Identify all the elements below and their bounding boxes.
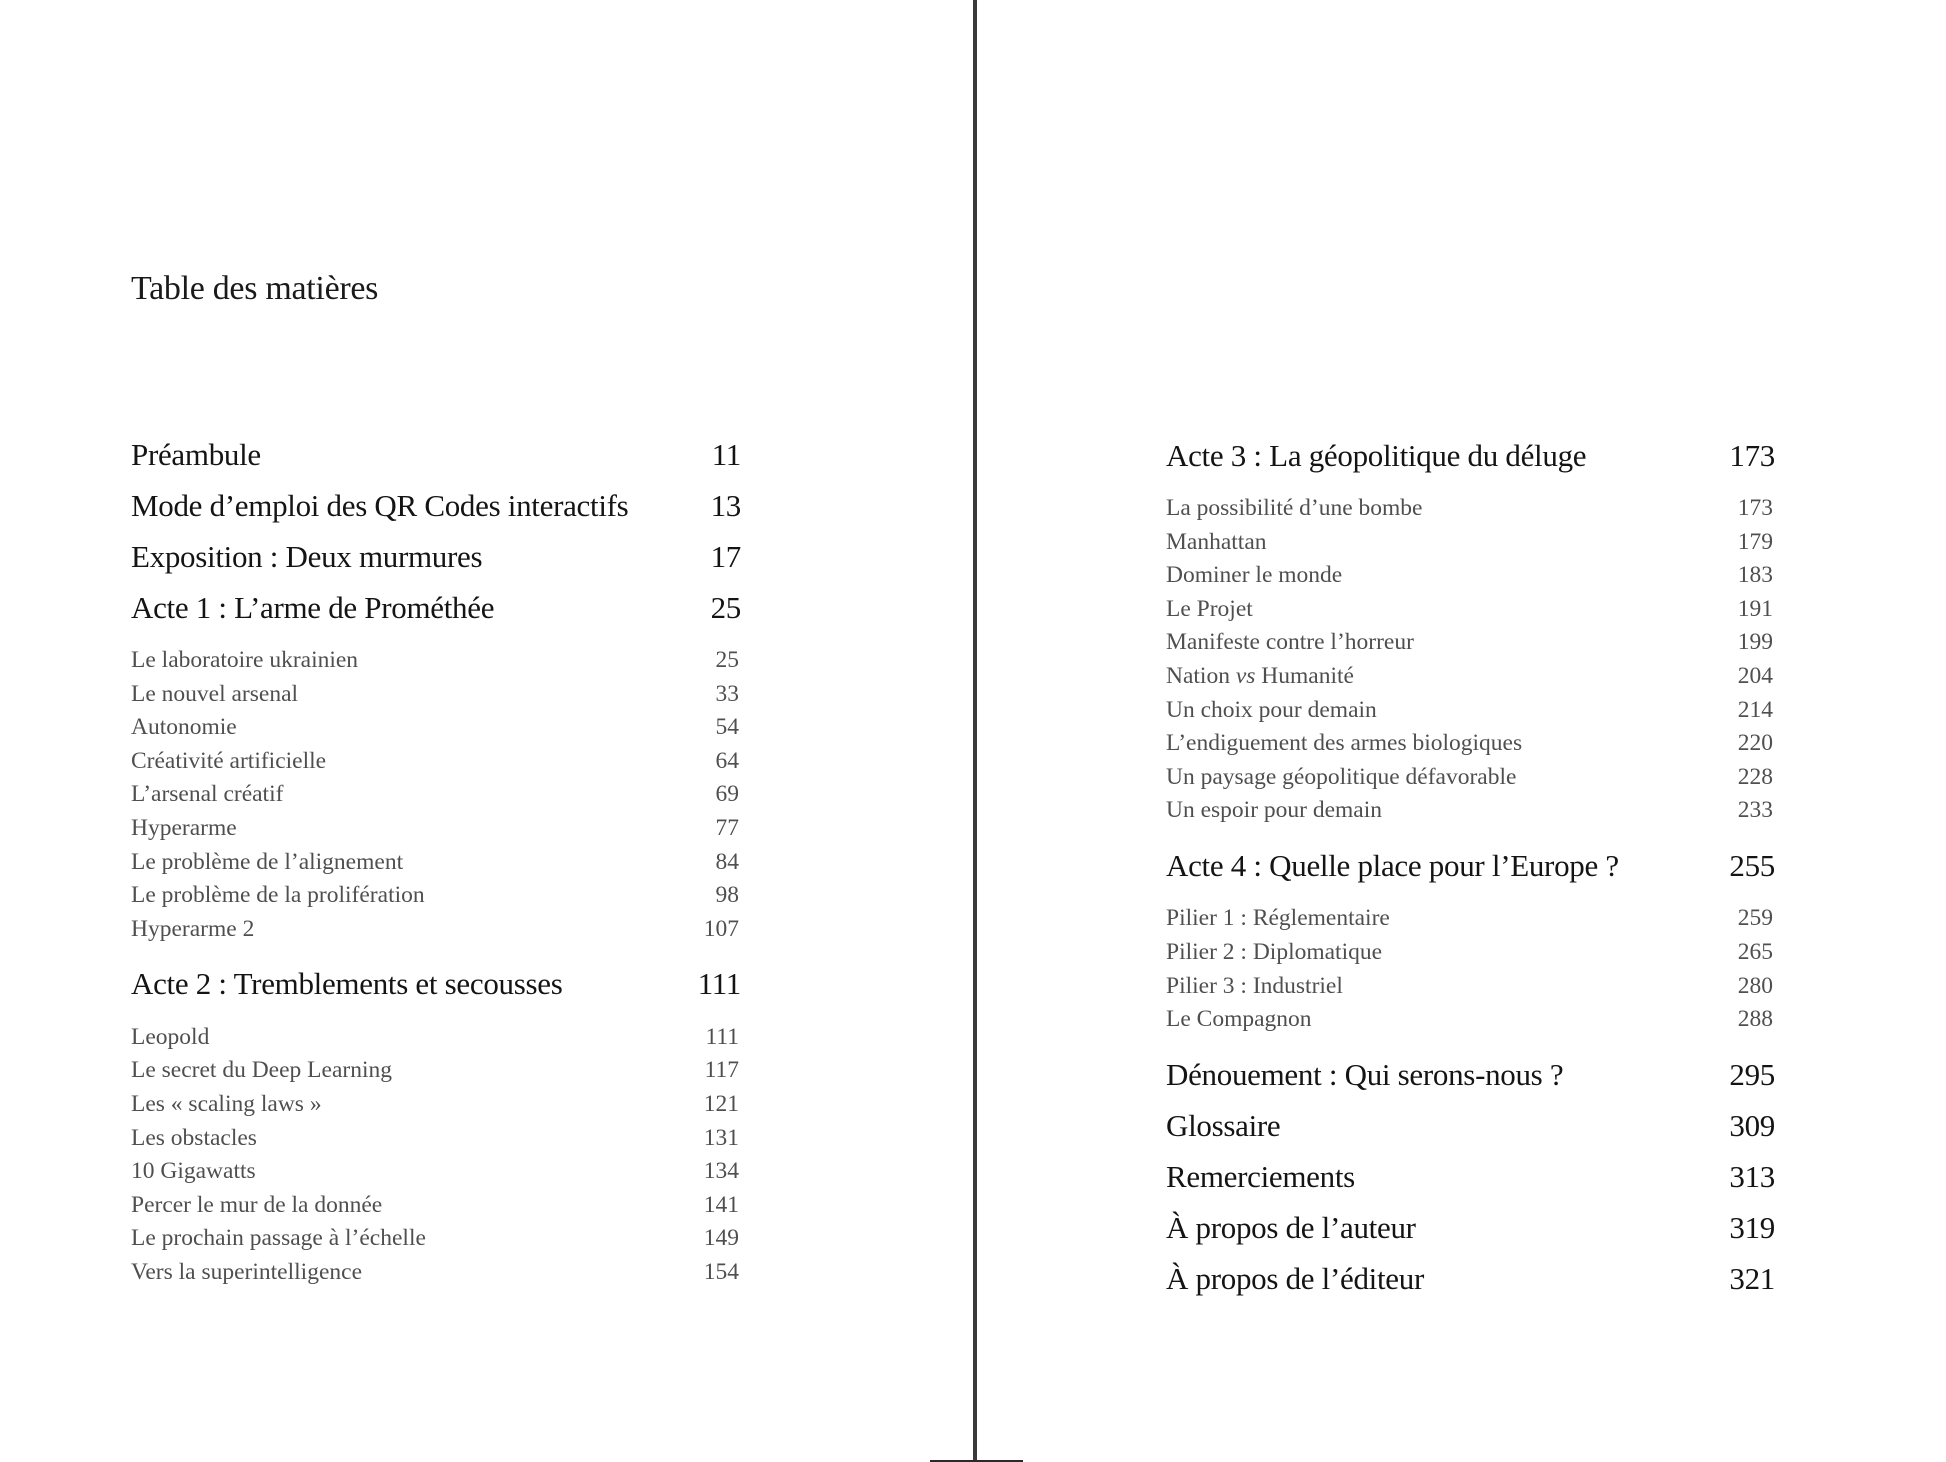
toc-entry-page-number: 107 — [703, 915, 739, 942]
toc-entry-title: Créativité artificielle — [131, 747, 327, 774]
toc-entry-page-number: 179 — [1737, 528, 1773, 555]
toc-section-entry — [131, 880, 741, 910]
toc-section-entry — [131, 813, 741, 843]
page-gutter-divider — [973, 0, 977, 1462]
toc-entry-page-number: 25 — [710, 589, 741, 625]
toc-entry-title: Manhattan — [1166, 528, 1267, 555]
toc-entry-title: Le nouvel arsenal — [131, 680, 299, 707]
toc-entry-title: Un paysage géopolitique défavorable — [1166, 763, 1517, 790]
toc-entry-page-number: 117 — [704, 1057, 739, 1084]
toc-entry-title: À propos de l’auteur — [1166, 1209, 1416, 1245]
toc-section-entry — [1166, 903, 1775, 933]
toc-entry-title-part: Humanité — [1255, 663, 1354, 689]
toc-entry-page-number: 141 — [703, 1191, 739, 1218]
toc-section-entry — [1166, 560, 1775, 590]
toc-entry-page-number: 64 — [715, 747, 739, 774]
toc-entry-title: Exposition : Deux murmures — [131, 538, 483, 574]
toc-section-entry — [1166, 1004, 1775, 1034]
toc-section-entry — [131, 1055, 741, 1085]
toc-entry-title: Les « scaling laws » — [131, 1091, 322, 1117]
toc-entry-title: Acte 2 : Tremblements et secousses — [131, 966, 563, 1002]
toc-entry-page-number: 259 — [1737, 905, 1773, 932]
page-title: Table des matières — [131, 270, 379, 307]
toc-entry-title: Un espoir pour demain — [1166, 797, 1383, 824]
toc-entry-title: Hyperarme — [131, 815, 237, 841]
toc-entry-title: Les obstacles — [131, 1124, 257, 1151]
toc-entry-title: Mode d’emploi des QR Codes interactifs — [131, 487, 629, 523]
toc-entry-title: Leopold — [131, 1023, 210, 1050]
toc-entry-title: Le laboratoire ukrainien — [131, 647, 359, 673]
toc-chapter-entry — [131, 435, 741, 475]
toc-section-entry — [1166, 971, 1775, 1001]
toc-entry-page-number: 199 — [1737, 629, 1773, 656]
toc-entry-title: Dominer le monde — [1166, 562, 1343, 589]
toc-entry-page-number: 33 — [715, 680, 739, 707]
toc-entry-page-number: 280 — [1737, 972, 1773, 999]
toc-entry-page-number: 149 — [703, 1225, 739, 1252]
toc-entry-title: Le Compagnon — [1166, 1006, 1312, 1033]
toc-entry-title: Acte 3 : La géopolitique du déluge — [1166, 437, 1587, 473]
toc-entry-page-number: 17 — [710, 538, 741, 574]
toc-entry-page-number: 98 — [715, 882, 739, 909]
toc-entry-title: L’arsenal créatif — [131, 781, 284, 808]
toc-section-entry — [1166, 661, 1775, 691]
toc-entry-page-number: 131 — [703, 1124, 739, 1151]
toc-chapter-entry — [1166, 1259, 1775, 1299]
toc-chapter-entry — [1166, 1055, 1775, 1095]
toc-entry-title: La possibilité d’une bombe — [1166, 495, 1423, 521]
toc-entry-title: Le Projet — [1166, 595, 1253, 622]
toc-entry-page-number: 121 — [703, 1091, 739, 1117]
toc-entry-title: L’endiguement des armes biologiques — [1166, 730, 1523, 757]
toc-section-entry — [131, 746, 741, 776]
toc-entry-title: Vers la superintelligence — [131, 1259, 362, 1285]
toc-section-entry — [131, 645, 741, 675]
toc-section-entry — [1166, 795, 1775, 825]
toc-entry-title: Le problème de la prolifération — [131, 882, 425, 909]
toc-entry-title: Préambule — [131, 436, 261, 472]
toc-entry-page-number: 295 — [1729, 1056, 1775, 1092]
toc-section-entry — [131, 847, 741, 877]
toc-entry-page-number: 84 — [715, 848, 739, 875]
toc-entry-title: Manifeste contre l’horreur — [1166, 629, 1414, 656]
toc-entry-title: Percer le mur de la donnée — [131, 1191, 383, 1218]
toc-chapter-entry — [1166, 1106, 1775, 1146]
toc-section-entry — [131, 1223, 741, 1253]
toc-entry-page-number: 309 — [1729, 1107, 1775, 1143]
toc-entry-page-number: 77 — [715, 815, 739, 841]
toc-entry-page-number: 111 — [697, 966, 741, 1002]
toc-section-entry — [131, 712, 741, 742]
toc-chapter-entry — [1166, 846, 1775, 886]
toc-entry-page-number: 288 — [1737, 1006, 1773, 1033]
toc-entry-title: Remerciements — [1166, 1158, 1355, 1194]
toc-entry-page-number: 111 — [705, 1023, 739, 1050]
toc-entry-title: Dénouement : Qui serons-nous ? — [1166, 1056, 1564, 1092]
toc-entry-title-italic: vs — [1235, 663, 1256, 689]
toc-entry-title: Pilier 2 : Diplomatique — [1166, 939, 1383, 965]
toc-entry-title: Acte 4 : Quelle place pour l’Europe ? — [1166, 847, 1619, 883]
toc-entry-page-number: 313 — [1729, 1158, 1775, 1194]
toc-entry-title: Le secret du Deep Learning — [131, 1057, 392, 1084]
toc-entry-page-number: 204 — [1737, 663, 1773, 689]
toc-entry-title: Hyperarme 2 — [131, 915, 255, 942]
toc-section-entry — [1166, 762, 1775, 792]
toc-entry-page-number: 228 — [1737, 763, 1773, 790]
toc-entry-title-part: Nation — [1166, 663, 1236, 689]
toc-entry-page-number: 25 — [715, 647, 739, 673]
toc-section-entry — [131, 914, 741, 944]
toc-chapter-entry — [1166, 1157, 1775, 1197]
toc-entry-title: Un choix pour demain — [1166, 696, 1377, 723]
toc-section-entry — [1166, 695, 1775, 725]
toc-entry-page-number: 214 — [1737, 696, 1773, 723]
toc-entry-title: 10 Gigawatts — [131, 1158, 256, 1185]
toc-chapter-entry — [131, 537, 741, 577]
toc-entry-title: Autonomie — [131, 714, 237, 741]
toc-chapter-entry — [1166, 1208, 1775, 1248]
toc-entry-page-number: 319 — [1729, 1209, 1775, 1245]
toc-section-entry — [131, 1156, 741, 1186]
toc-section-entry — [1166, 594, 1775, 624]
toc-entry-page-number: 265 — [1737, 939, 1773, 965]
toc-chapter-entry — [131, 964, 741, 1004]
toc-section-entry — [131, 1257, 741, 1287]
toc-entry-page-number: 13 — [710, 487, 741, 523]
toc-entry-page-number: 233 — [1737, 797, 1773, 824]
toc-section-entry — [1166, 728, 1775, 758]
toc-section-entry — [1166, 627, 1775, 657]
toc-entry-page-number: 255 — [1729, 847, 1775, 883]
toc-entry-page-number: 183 — [1737, 562, 1773, 589]
toc-entry-title: À propos de l’éditeur — [1166, 1260, 1424, 1296]
toc-entry-title: Pilier 3 : Industriel — [1166, 972, 1343, 999]
toc-entry-title: Acte 1 : L’arme de Prométhée — [131, 589, 495, 625]
toc-section-entry — [131, 1123, 741, 1153]
toc-entry-title — [1166, 661, 1354, 691]
toc-chapter-entry — [1166, 436, 1775, 476]
toc-entry-page-number: 11 — [711, 436, 741, 472]
toc-entry-page-number: 220 — [1737, 730, 1773, 757]
toc-entry-page-number: 173 — [1737, 495, 1773, 521]
toc-entry-title: Pilier 1 : Réglementaire — [1166, 905, 1390, 932]
toc-entry-page-number: 173 — [1729, 437, 1775, 473]
toc-entry-page-number: 69 — [715, 781, 739, 808]
toc-entry-title: Glossaire — [1166, 1107, 1281, 1143]
toc-entry-title: Le problème de l’alignement — [131, 848, 404, 875]
toc-section-entry — [131, 1089, 741, 1119]
toc-section-entry — [131, 779, 741, 809]
toc-section-entry — [131, 679, 741, 709]
toc-chapter-entry — [131, 486, 741, 526]
toc-section-entry — [131, 1190, 741, 1220]
toc-entry-page-number: 191 — [1737, 595, 1773, 622]
toc-section-entry — [131, 1022, 741, 1052]
toc-section-entry — [1166, 493, 1775, 523]
toc-entry-page-number: 54 — [715, 714, 739, 741]
toc-entry-page-number: 321 — [1729, 1260, 1775, 1296]
toc-section-entry — [1166, 527, 1775, 557]
toc-entry-title: Le prochain passage à l’échelle — [131, 1225, 426, 1252]
toc-entry-page-number: 154 — [703, 1259, 739, 1285]
toc-entry-page-number: 134 — [703, 1158, 739, 1185]
toc-chapter-entry — [131, 588, 741, 628]
toc-section-entry — [1166, 937, 1775, 967]
